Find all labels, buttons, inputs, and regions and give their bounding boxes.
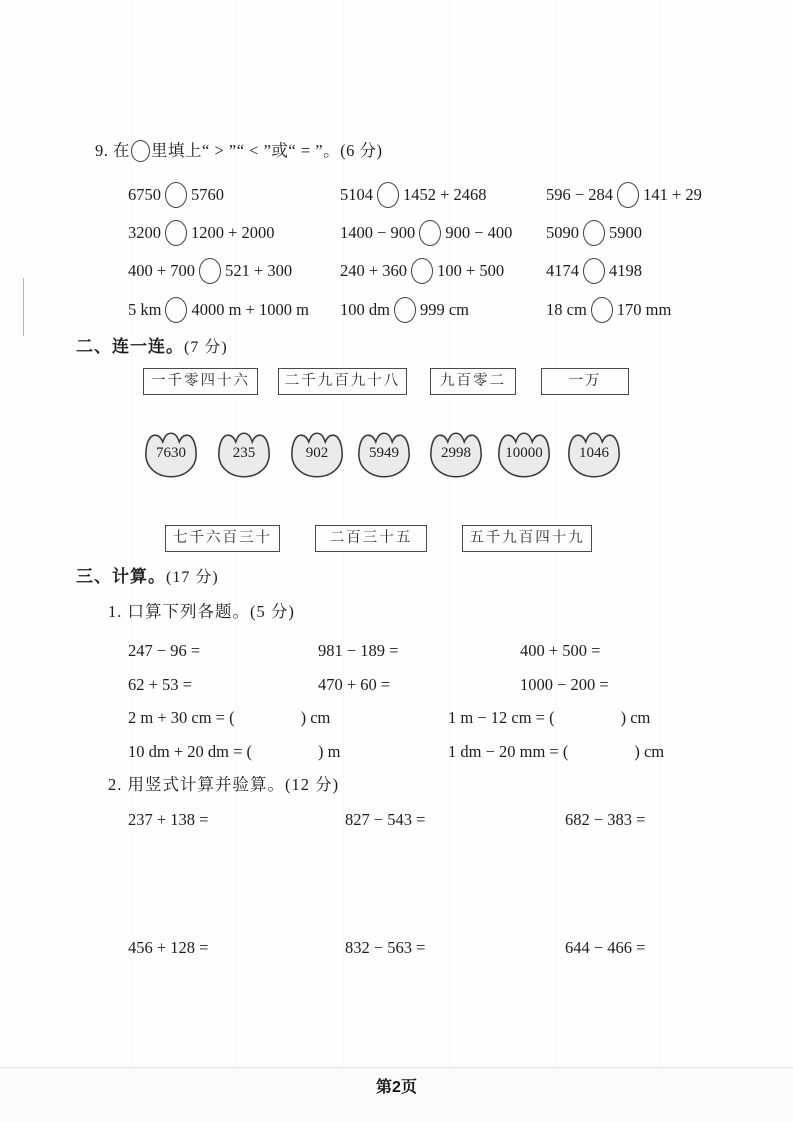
- oral-calc-item: 981 − 189 =: [318, 641, 399, 660]
- tulip-flower: [495, 430, 553, 479]
- comparison-right-value: 5900: [609, 223, 642, 242]
- comparison-item: [546, 296, 671, 326]
- unit-conversion-item: 1 m − 12 cm = ( ) cm: [448, 708, 651, 727]
- unit-conversion-row: [0, 704, 793, 734]
- comparison-item: [546, 219, 642, 249]
- tulip-number: 2998: [441, 445, 471, 461]
- comparison-item: [340, 219, 512, 249]
- subquestion-1-title: 1. 口算下列各题。(5 分): [108, 602, 295, 621]
- vertical-calc-item: 682 − 383 =: [565, 810, 646, 829]
- answer-circle-icon: [591, 297, 613, 323]
- answer-circle-icon: [411, 258, 433, 284]
- vertical-calc-item: 827 − 543 =: [345, 810, 426, 829]
- unit-conversion-item: 10 dm + 20 dm = ( ) m: [128, 742, 341, 761]
- comparison-left-value: 596 − 284: [546, 185, 614, 204]
- comparison-right-value: 999 cm: [419, 300, 470, 319]
- comparison-left-value: 5104: [340, 185, 373, 204]
- vertical-calc-item: 832 − 563 =: [345, 938, 426, 957]
- answer-circle-icon: [377, 182, 399, 208]
- answer-circle-icon: [583, 258, 605, 284]
- oral-calc-item: 62 + 53 =: [128, 675, 192, 694]
- comparison-row: [0, 296, 793, 326]
- tulip-flower: [565, 430, 623, 479]
- comparison-item: [128, 296, 309, 326]
- section-3-name: 三、计算。: [76, 567, 166, 586]
- vertical-calc-row: [0, 806, 793, 836]
- comparison-left-value: 6750: [128, 185, 161, 204]
- tulip-flower: [215, 430, 273, 479]
- answer-circle-icon: [131, 140, 150, 162]
- section-3-title: [76, 562, 219, 587]
- oral-calc-item: 470 + 60 =: [318, 675, 391, 694]
- question-9-title: [95, 137, 382, 165]
- vertical-calc-item: 644 − 466 =: [565, 938, 646, 957]
- comparison-right-value: 1200 + 2000: [191, 223, 275, 242]
- page-number: 第2页: [376, 1079, 417, 1096]
- tulip-number: 10000: [505, 445, 543, 461]
- answer-circle-icon: [165, 182, 187, 208]
- comparison-item: [128, 181, 224, 211]
- tulip-number: 902: [305, 445, 329, 461]
- comparison-right-value: 5760: [191, 185, 224, 204]
- answer-circle-icon: [394, 297, 416, 323]
- subquestion-2-title: 2. 用竖式计算并验算。(12 分): [108, 775, 340, 794]
- section-2-name: 二、连一连。: [76, 337, 184, 356]
- comparison-left-value: 5 km: [128, 300, 162, 319]
- number-word-box: 一万: [541, 368, 629, 395]
- comparison-right-value: 141 + 29: [643, 185, 702, 204]
- vertical-calc-item: 237 + 138 =: [128, 810, 209, 829]
- tulip-number: 1046: [579, 445, 609, 461]
- tulip-number: 5949: [369, 445, 399, 461]
- section-3-score: (17 分): [166, 569, 219, 586]
- comparison-item: [340, 296, 469, 326]
- question-9-number: 9.: [95, 141, 109, 160]
- tulip-flower: [355, 430, 413, 479]
- comparison-item: [546, 257, 642, 287]
- comparison-right-value: 4198: [609, 261, 642, 280]
- tulip-number: 7630: [156, 445, 186, 461]
- tulip-number: 235: [232, 445, 256, 461]
- comparison-item: [128, 257, 292, 287]
- comparison-right-value: 170 mm: [616, 300, 672, 319]
- comparison-right-value: 900 − 400: [445, 223, 513, 242]
- question-9-prompt-after: 里填上“ > ”“ < ”或“ = ”。(6 分): [151, 141, 383, 160]
- answer-circle-icon: [617, 182, 639, 208]
- unit-conversion-item: 1 dm − 20 mm = ( ) cm: [448, 742, 665, 761]
- comparison-left-value: 3200: [128, 223, 161, 242]
- comparison-item: [340, 181, 487, 211]
- comparison-item: [546, 181, 702, 211]
- tulip-flower: [288, 430, 346, 479]
- unit-conversion-item: 2 m + 30 cm = ( ) cm: [128, 708, 331, 727]
- answer-circle-icon: [583, 220, 605, 246]
- comparison-left-value: 240 + 360: [340, 261, 408, 280]
- tulip-flower: [142, 430, 200, 479]
- comparison-left-value: 1400 − 900: [340, 223, 416, 242]
- comparison-left-value: 400 + 700: [128, 261, 196, 280]
- tulip-flower: [427, 430, 485, 479]
- comparison-right-value: 521 + 300: [225, 261, 293, 280]
- comparison-row: [0, 219, 793, 249]
- comparison-item: [128, 219, 275, 249]
- answer-circle-icon: [199, 258, 221, 284]
- vertical-calc-row: [0, 934, 793, 964]
- number-word-box: 二百三十五: [315, 525, 427, 552]
- comparison-right-value: 4000 m + 1000 m: [191, 300, 309, 319]
- comparison-left-value: 4174: [546, 261, 579, 280]
- section-2-title: [76, 332, 228, 357]
- number-word-box: 九百零二: [430, 368, 516, 395]
- vertical-calc-item: 456 + 128 =: [128, 938, 209, 957]
- question-9-prompt-before: 在: [113, 141, 130, 160]
- comparison-left-value: 5090: [546, 223, 579, 242]
- comparison-right-value: 100 + 500: [437, 261, 505, 280]
- answer-circle-icon: [419, 220, 441, 246]
- oral-calc-row: [0, 671, 793, 701]
- oral-calc-item: 1000 − 200 =: [520, 675, 609, 694]
- number-word-box: 五千九百四十九: [462, 525, 592, 552]
- comparison-row: [0, 257, 793, 287]
- comparison-right-value: 1452 + 2468: [403, 185, 487, 204]
- number-word-box: 七千六百三十: [165, 525, 280, 552]
- oral-calc-item: 247 − 96 =: [128, 641, 201, 660]
- comparison-row: [0, 181, 793, 211]
- unit-conversion-row: [0, 738, 793, 768]
- oral-calc-row: [0, 637, 793, 667]
- section-2-score: (7 分): [184, 339, 228, 356]
- oral-calc-item: 400 + 500 =: [520, 641, 601, 660]
- number-word-box: 二千九百九十八: [278, 368, 407, 395]
- answer-circle-icon: [165, 297, 187, 323]
- comparison-left-value: 18 cm: [546, 300, 587, 319]
- comparison-left-value: 100 dm: [340, 300, 390, 319]
- number-word-box: 一千零四十六: [143, 368, 258, 395]
- answer-circle-icon: [165, 220, 187, 246]
- comparison-item: [340, 257, 504, 287]
